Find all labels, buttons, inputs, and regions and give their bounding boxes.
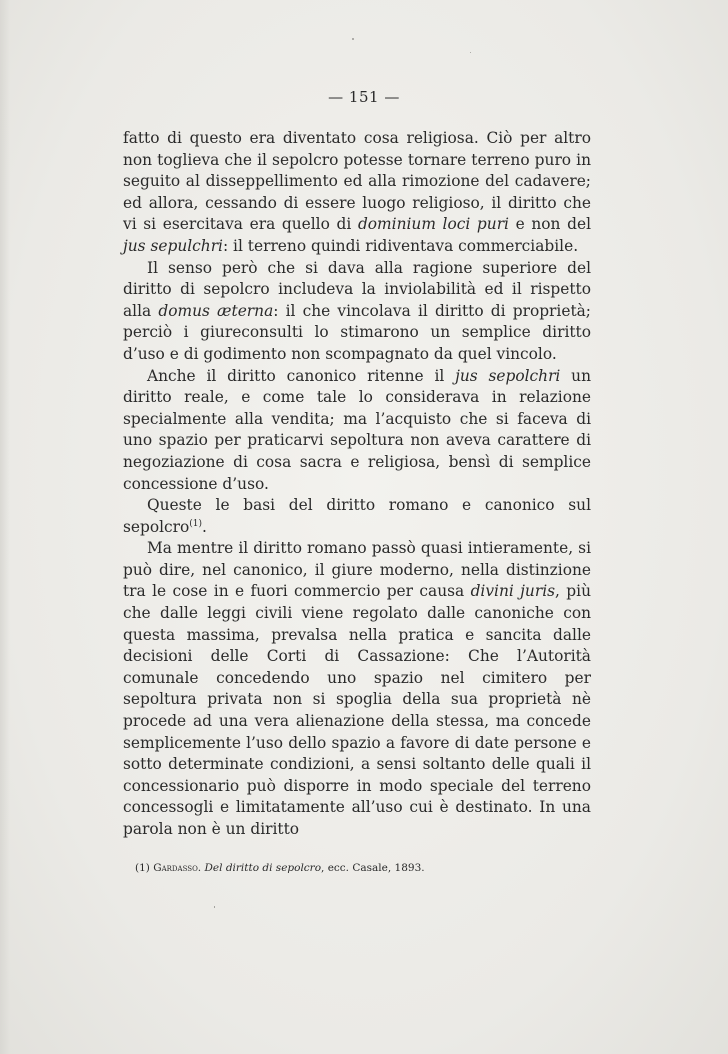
paragraph [123, 258, 591, 366]
text-run: . [202, 517, 207, 536]
text-run: Queste le basi del diritto romano e canonico sul sepolcro [123, 496, 591, 536]
text-run: e non del [508, 215, 591, 234]
footnote-reference: (1) [189, 518, 203, 529]
footnote-rest: , ecc. Casale, 1893. [321, 862, 425, 874]
italic-term: jus sepulchri [123, 236, 223, 255]
text-run: Il senso però che si dava alla ragione superiore del diritto di sepolcro includeva la inviolabilità ed il rispetto alla [123, 258, 591, 320]
text-run: un diritto reale, e come tale lo considerava in relazione specialmente alla vendita; ma l’acquisto che si faceva di uno spazio per praticarvi sepoltura non aveva carattere di negoziazione di cosa sacra e religiosa, bensì di semplice concessione d’uso. [123, 366, 591, 493]
footnote-marker: (1) [135, 862, 150, 874]
italic-term: divini juris [470, 582, 556, 601]
paper-speck [470, 52, 471, 53]
text-run: Anche il diritto canonico ritenne il [147, 366, 456, 385]
text-run: , più che dalle leggi civili viene regolato dalle canoniche con questa massima, prevalsa nella pratica e sancita dalle decisioni delle Corti di Cassazione: Che l’Autorità comunale concedendo uno spazio nel cimitero per sepoltura privata non si spoglia della sua proprietà nè procede ad una vera alienazione della stessa, ma concede semplicemente l’uso dello spazio a favore di date persone e sotto determinate condizioni, a sensi soltanto delle quali il concessionario può disporre in modo speciale del terreno concessogli e limitatamente all’uso cui è destinato. In una parola non è un diritto [123, 582, 591, 838]
footnote-author: Gardasso. [153, 862, 202, 874]
footnote [135, 861, 595, 875]
page-number: — 151 — [328, 88, 400, 106]
paragraph [123, 128, 591, 258]
paragraph [123, 538, 591, 840]
italic-term: dominium loci puri [357, 215, 509, 234]
text-run: fatto di questo era diventato cosa religiosa. Ciò per altro non toglieva che il sepolcro potesse tornare terreno puro in seguito al disseppellimento ed alla rimozione del cadavere; ed allora, cessando di essere luogo religioso, il diritto che vi si esercitava era quello di [123, 129, 591, 234]
text-run: : il terreno quindi ridiventava commerciabile. [222, 236, 579, 255]
paper-speck [352, 38, 354, 40]
paragraph [123, 366, 591, 496]
text-run: Ma mentre il diritto romano passò quasi intieramente, si può dire, nel canonico, il giure moderno, nella distinzione tra le cose in e fuori commercio per causa [123, 539, 591, 601]
paper-speck [214, 906, 215, 908]
italic-term: domus æterna [158, 301, 274, 320]
paragraph [123, 495, 591, 538]
italic-term: jus sepolchri [455, 366, 561, 385]
text-run: : il che vincolava il diritto di proprietà; perciò i giureconsulti lo stimarono un semplice diritto d’uso e di godimento non scompagnato da quel vincolo. [123, 301, 591, 363]
footnote-title: Del diritto di sepolcro [204, 862, 322, 874]
body-text [123, 128, 591, 841]
page-edge-shadow [0, 0, 10, 1054]
